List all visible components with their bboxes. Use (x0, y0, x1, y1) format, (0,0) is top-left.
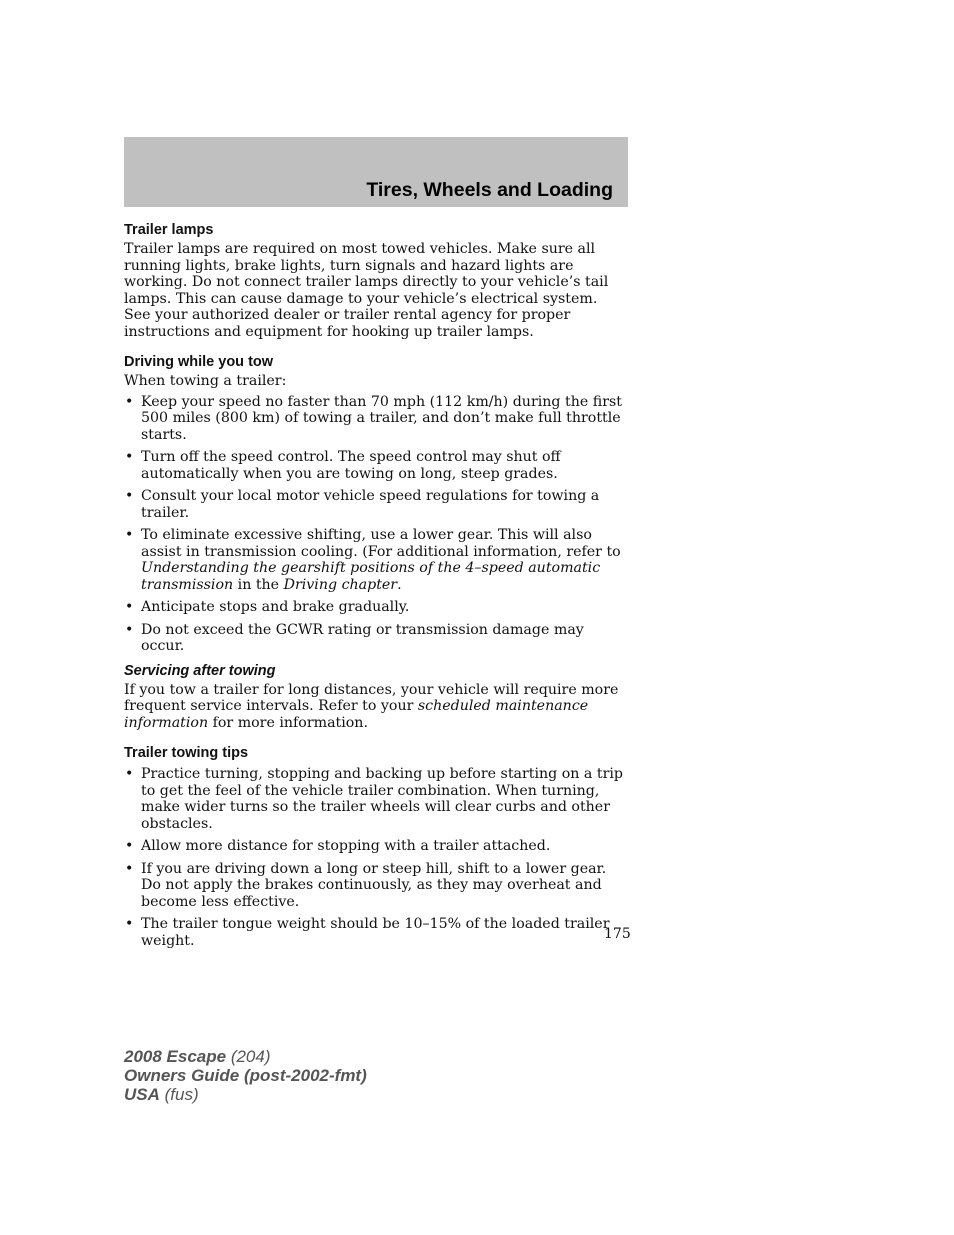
bullet-icon: • (125, 599, 134, 615)
bullet-icon: • (125, 916, 134, 932)
footer-line-market: USA (fus) (124, 1085, 199, 1104)
cross-reference-chapter: Driving chapter (283, 576, 398, 593)
list-item: • Consult your local motor vehicle speed regulations for towing a trailer. (125, 488, 600, 521)
bullet-icon: • (125, 488, 134, 504)
section-header-bar (124, 137, 628, 207)
section-title: Tires, Wheels and Loading (366, 179, 613, 201)
list-item: • To eliminate excessive shifting, use a lower gear. This will also assist in transmission cooling. (For additional information, refer to Understanding the gearshift positions of the 4–speed automatic transmission in the Driving chapter. (125, 527, 621, 593)
list-item: • Anticipate stops and brake gradually. (125, 599, 410, 615)
bullet-icon: • (125, 766, 134, 782)
page-content (124, 220, 628, 955)
cross-reference-gearshift: Understanding the gearshift positions of the 4–speed automatic transmission (141, 560, 601, 593)
list-item: • The trailer tongue weight should be 10–15% of the loaded trailer weight. (125, 916, 610, 949)
bullet-icon: • (125, 621, 134, 638)
list-item: • If you are driving down a long or steep hill, shift to a lower gear. Do not apply the brakes continuously, as they may overheat and become less effective. (125, 860, 607, 910)
list-item: • Keep your speed no faster than 70 mph (112 km/h) during the first 500 miles (800 km) of towing a trailer, and don’t make full throttle starts. (125, 393, 622, 443)
heading-towing-tips: Trailer towing tips (124, 745, 249, 761)
heading-servicing: Servicing after towing (124, 662, 276, 679)
page-number: 175 (604, 926, 631, 942)
list-item: • Allow more distance for stopping with a trailer attached. (125, 838, 551, 854)
paragraph-driving-intro: When towing a trailer: (124, 373, 287, 389)
section-towing-tips (124, 743, 628, 949)
document-footer (124, 1047, 367, 1104)
bullet-icon: • (125, 860, 134, 877)
footer-line-guide: Owners Guide (post-2002-fmt) (124, 1066, 367, 1085)
heading-driving-while-tow: Driving while you tow (124, 354, 274, 370)
list-item: • Practice turning, stopping and backing up before starting on a trip to get the feel of the vehicle trailer combination. When turning, make wider turns so the trailer wheels will clear curbs and other obstacles. (125, 766, 623, 832)
driving-bullet-list (124, 394, 628, 655)
tips-bullet-list (124, 766, 628, 949)
bullet-icon: • (125, 393, 134, 410)
list-item: • Turn off the speed control. The speed control may shut off automatically when you are towing on long, steep grades. (125, 449, 561, 482)
cross-reference-maintenance: scheduled maintenance information (124, 698, 589, 731)
bullet-icon: • (125, 449, 134, 465)
paragraph-servicing: If you tow a trailer for long distances, your vehicle will require more frequent service intervals. Refer to your scheduled maintenance information for more information. (124, 681, 619, 731)
list-item: • Do not exceed the GCWR rating or transmission damage may occur. (125, 621, 584, 654)
footer-line-model: 2008 Escape (204) (124, 1047, 271, 1066)
bullet-icon: • (125, 838, 134, 854)
bullet-icon: • (125, 527, 134, 543)
section-servicing (124, 661, 628, 732)
section-trailer-lamps (124, 220, 628, 340)
section-driving-while-tow (124, 352, 628, 655)
heading-trailer-lamps: Trailer lamps (124, 222, 214, 238)
paragraph-trailer-lamps: Trailer lamps are required on most towed vehicles. Make sure all running lights, brake lights, turn signals and hazard lights are working. Do not connect trailer lamps directly to your vehicle’s tail lamps. This can cause damage to your vehicle’s electrical system. See your authorized dealer or trailer rental agency for proper instructions and equipment for hooking up trailer lamps. (124, 241, 609, 340)
